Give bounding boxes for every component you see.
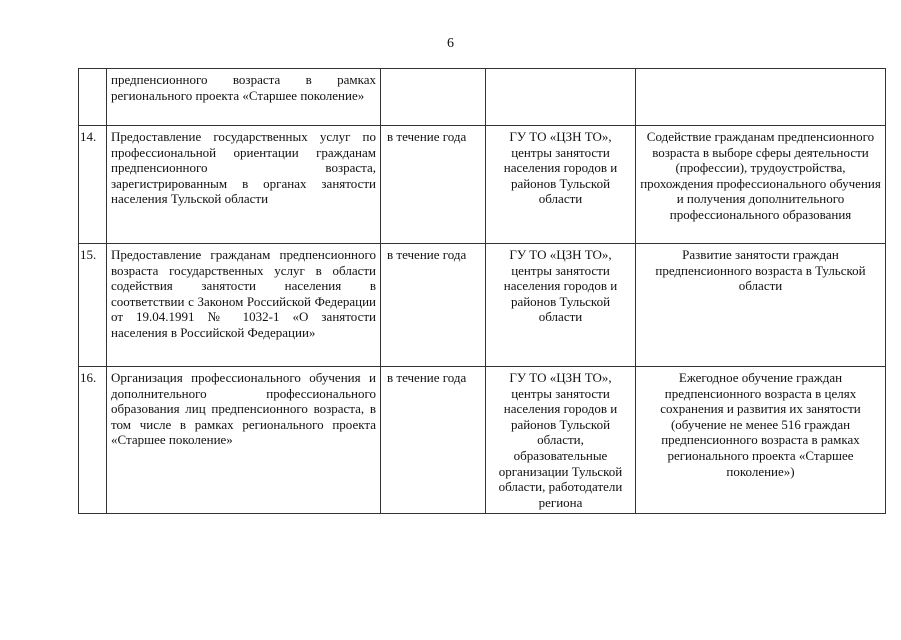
table-row xyxy=(79,126,886,244)
event-period: в течение года xyxy=(381,126,486,244)
event-result: Ежегодное обучение граждан предпенсионного возраста в целях сохранения и развития их занятости (обучение не менее 516 граждан предпенсионного возраста в рамках регионального проекта «Старшее поколение») xyxy=(636,367,886,514)
event-result: Развитие занятости граждан предпенсионного возраста в Тульской области xyxy=(636,244,886,367)
events-table xyxy=(78,68,886,514)
table-row xyxy=(79,69,886,126)
event-executor: ГУ ТО «ЦЗН ТО», центры занятости населения городов и районов Тульской области, образовательные организации Тульской области, работодатели региона xyxy=(486,367,636,514)
event-result xyxy=(636,69,886,126)
event-period: в течение года xyxy=(381,244,486,367)
event-description: Организация профессионального обучения и дополнительного профессионального образования лиц предпенсионного возраста, в том числе в рамках регионального проекта «Старшее поколение» xyxy=(107,367,381,514)
row-number: 14. xyxy=(79,126,107,244)
event-executor xyxy=(486,69,636,126)
row-number xyxy=(79,69,107,126)
event-executor: ГУ ТО «ЦЗН ТО», центры занятости населения городов и районов Тульской области xyxy=(486,244,636,367)
event-description: Предоставление государственных услуг по профессиональной ориентации гражданам предпенсионного возраста, зарегистрированным в органах занятости населения Тульской области xyxy=(107,126,381,244)
event-executor: ГУ ТО «ЦЗН ТО», центры занятости населения городов и районов Тульской области xyxy=(486,126,636,244)
event-period xyxy=(381,69,486,126)
table-row xyxy=(79,244,886,367)
row-number: 16. xyxy=(79,367,107,514)
row-number: 15. xyxy=(79,244,107,367)
table-row xyxy=(79,367,886,514)
event-period: в течение года xyxy=(381,367,486,514)
event-description: предпенсионного возраста в рамках регионального проекта «Старшее поколение» xyxy=(107,69,381,126)
page-number: 6 xyxy=(447,36,454,51)
event-result: Содействие гражданам предпенсионного возраста в выборе сферы деятельности (профессии), трудоустройства, прохождения профессионального обучения и получения дополнительного профессионального образования xyxy=(636,126,886,244)
event-description: Предоставление гражданам предпенсионного возраста государственных услуг в области содействия занятости населения в соответствии с Законом Российской Федерации от 19.04.1991 № 1032-1 «О занятости населения в Российской Федерации» xyxy=(107,244,381,367)
